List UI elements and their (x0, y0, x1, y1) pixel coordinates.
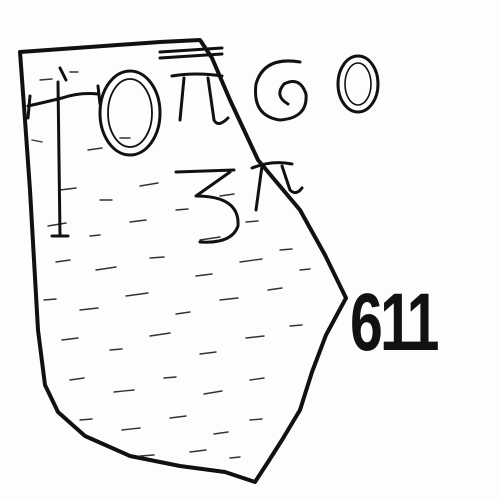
glyph-o-1 (100, 71, 160, 155)
glyph-pi-1 (172, 74, 228, 124)
inscription-line-1 (28, 48, 378, 236)
cross-glyph (28, 68, 100, 236)
glyph-spiral (256, 61, 307, 120)
plate-number: 611 (350, 277, 437, 368)
inscription-line-2 (176, 163, 302, 243)
glyph-o-2 (338, 56, 378, 112)
surface-texture (32, 72, 310, 458)
glyph-zeta (176, 170, 238, 242)
